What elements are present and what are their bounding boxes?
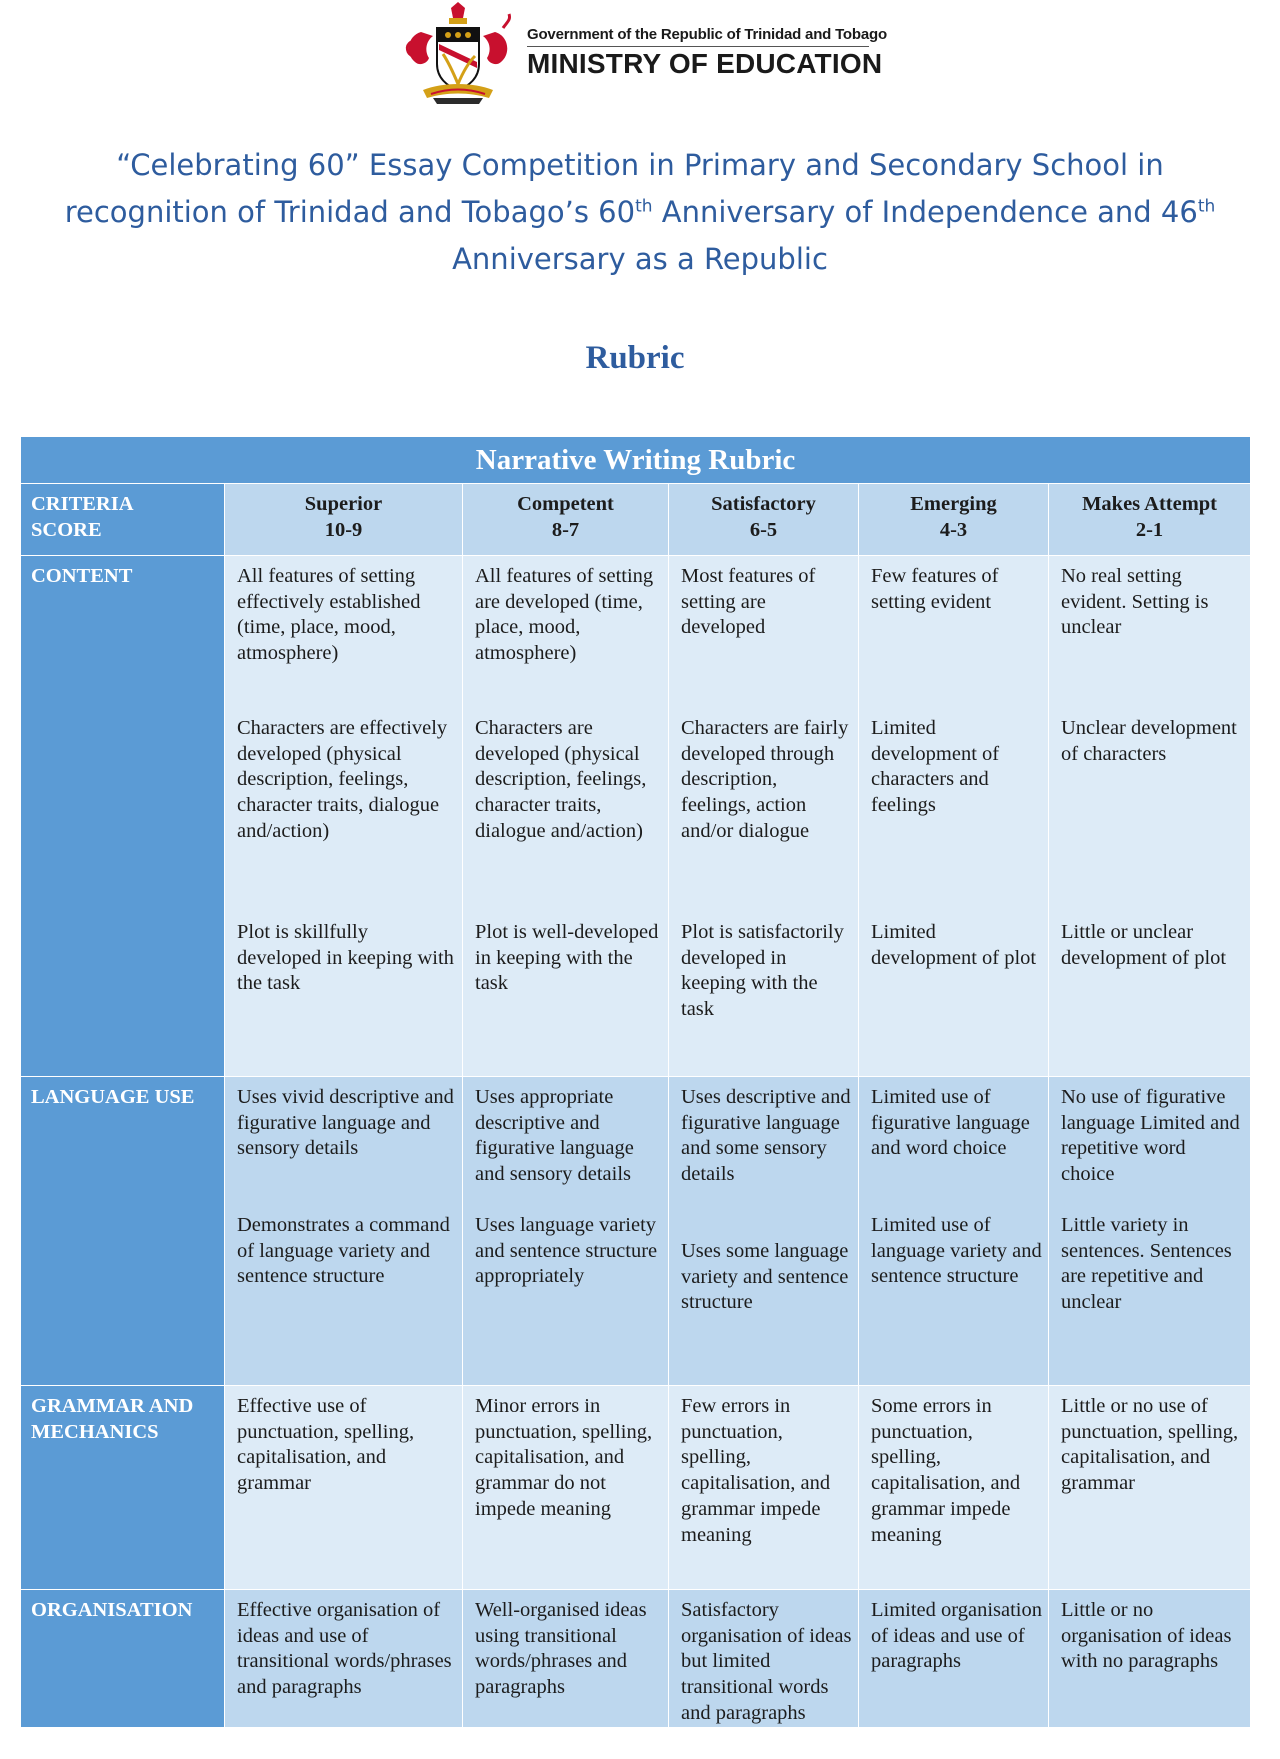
cell-text: Little variety in sentences. Sentences are repetitive and unclear <box>1061 1214 1232 1314</box>
level-name: Superior <box>304 493 383 515</box>
rubric-cell <box>669 556 859 1077</box>
cell-text: Little or unclear development of plot <box>1061 921 1227 969</box>
cell-text: Plot is satisfactorily developed in keeping with the task <box>681 921 844 1021</box>
title-text-2: Anniversary of Independence and 46 <box>652 195 1198 229</box>
cell-text: No real setting evident. Setting is unclear <box>1061 565 1209 639</box>
cell-text: Characters are effectively developed (physical description, feelings, character traits, dialogue and/action) <box>237 717 448 842</box>
level-score: 2-1 <box>1135 518 1164 541</box>
rubric-cell <box>225 556 463 1077</box>
level-name: Emerging <box>910 493 997 515</box>
cell-text: Limited use of language variety and sentence structure <box>871 1214 1042 1288</box>
rubric-cell: Satisfactory organisation of ideas but limited transitional words and paragraphs <box>669 1590 859 1728</box>
rubric-cell <box>669 1077 859 1386</box>
rubric-cell <box>463 1077 669 1386</box>
level-name: Satisfactory <box>711 493 816 515</box>
rubric-cell: Limited organisation of ideas and use of paragraphs <box>859 1590 1049 1728</box>
cell-text: All features of setting are developed (time, place, mood, atmosphere) <box>475 565 654 665</box>
criterion-label: LANGUAGE USE <box>21 1077 225 1386</box>
cell-text: Characters are fairly developed through description, feelings, action and/or dialogue <box>681 717 849 842</box>
level-name: Makes Attempt <box>1082 493 1217 515</box>
criterion-label: ORGANISATION <box>21 1590 225 1728</box>
rubric-cell <box>225 1077 463 1386</box>
rubric-cell <box>859 1077 1049 1386</box>
rubric-table <box>20 436 1251 1728</box>
cell-text: No use of figurative language Limited and repetitive word choice <box>1061 1086 1240 1186</box>
table-caption: Narrative Writing Rubric <box>21 437 1251 484</box>
cell-text: All features of setting effectively established (time, place, mood, atmosphere) <box>237 565 421 665</box>
rubric-cell: Well-organised ideas using transitional words/phrases and paragraphs <box>463 1590 669 1728</box>
cell-text: Characters are developed (physical description, feelings, character traits, dialogue and/action) <box>475 717 647 842</box>
level-header <box>859 484 1049 556</box>
rubric-cell <box>1049 1077 1251 1386</box>
rubric-cell <box>1049 556 1251 1077</box>
cell-text: Uses descriptive and figurative language and some sensory details <box>681 1086 851 1186</box>
table-row <box>21 1386 1251 1590</box>
cell-text: Uses language variety and sentence structure appropriately <box>475 1214 658 1288</box>
level-score: 6-5 <box>749 518 778 541</box>
cell-text: Demonstrates a command of language variety and sentence structure <box>237 1214 450 1288</box>
cell-text: Uses some language variety and sentence structure <box>681 1240 849 1314</box>
document-title <box>60 142 1220 283</box>
cell-text: Plot is skillfully developed in keeping with the task <box>237 921 454 995</box>
cell-text: Limited development of plot <box>871 921 1037 969</box>
level-header <box>225 484 463 556</box>
title-text-3: Anniversary as a Republic <box>452 242 828 276</box>
cell-text: Most features of setting are developed <box>681 565 816 639</box>
cell-text: Uses appropriate descriptive and figurative language and sensory details <box>475 1086 634 1186</box>
level-name: Competent <box>517 493 614 515</box>
level-header <box>1049 484 1251 556</box>
criteria-label: CRITERIA <box>31 493 134 515</box>
title-sup-1: th <box>635 196 653 217</box>
level-score: 4-3 <box>939 518 968 541</box>
score-label: SCORE <box>31 518 102 541</box>
level-score: 10-9 <box>324 518 363 541</box>
title-text-1: “Celebrating 60” Essay Competition in Primary and Secondary School in recognition of Trinidad and Tobago’s 60 <box>64 148 1164 229</box>
rubric-cell: Some errors in punctuation, spelling, capitalisation, and grammar impede meaning <box>859 1386 1049 1590</box>
rubric-cell: Few errors in punctuation, spelling, capitalisation, and grammar impede meaning <box>669 1386 859 1590</box>
level-header <box>463 484 669 556</box>
cell-text: Plot is well-developed in keeping with the task <box>475 921 659 995</box>
cell-text: Few features of setting evident <box>871 565 999 613</box>
table-row <box>21 1077 1251 1386</box>
rubric-cell: Little or no organisation of ideas with no paragraphs <box>1049 1590 1251 1728</box>
rubric-heading: Rubric <box>585 340 685 376</box>
criteria-header <box>21 484 225 556</box>
table-row <box>21 1590 1251 1728</box>
table-header-row <box>21 484 1251 556</box>
rubric-cell <box>463 556 669 1077</box>
criterion-label: GRAMMAR AND MECHANICS <box>21 1386 225 1590</box>
cell-text: Uses vivid descriptive and figurative language and sensory details <box>237 1086 454 1160</box>
title-sup-2: th <box>1197 196 1216 217</box>
rubric-cell: Effective use of punctuation, spelling, capitalisation, and grammar <box>225 1386 463 1590</box>
government-line: Government of the Republic of Trinidad and Tobago <box>527 26 887 43</box>
cell-text: Unclear development of characters <box>1061 717 1237 765</box>
rubric-cell: Effective organisation of ideas and use of transitional words/phrases and paragraphs <box>225 1590 463 1728</box>
coat-of-arms-icon <box>403 2 513 106</box>
cell-text: Limited development of characters and feelings <box>871 717 1000 817</box>
cell-text: Limited use of figurative language and word choice <box>871 1086 1030 1160</box>
table-row <box>21 556 1251 1077</box>
level-score: 8-7 <box>551 518 580 541</box>
divider <box>527 46 869 47</box>
rubric-cell: Minor errors in punctuation, spelling, capitalisation, and grammar do not impede meaning <box>463 1386 669 1590</box>
criterion-label: CONTENT <box>21 556 225 1077</box>
rubric-cell: Little or no use of punctuation, spelling, capitalisation, and grammar <box>1049 1386 1251 1590</box>
letterhead <box>0 0 1280 120</box>
rubric-cell <box>859 556 1049 1077</box>
ministry-name: MINISTRY OF EDUCATION <box>527 48 883 79</box>
level-header <box>669 484 859 556</box>
